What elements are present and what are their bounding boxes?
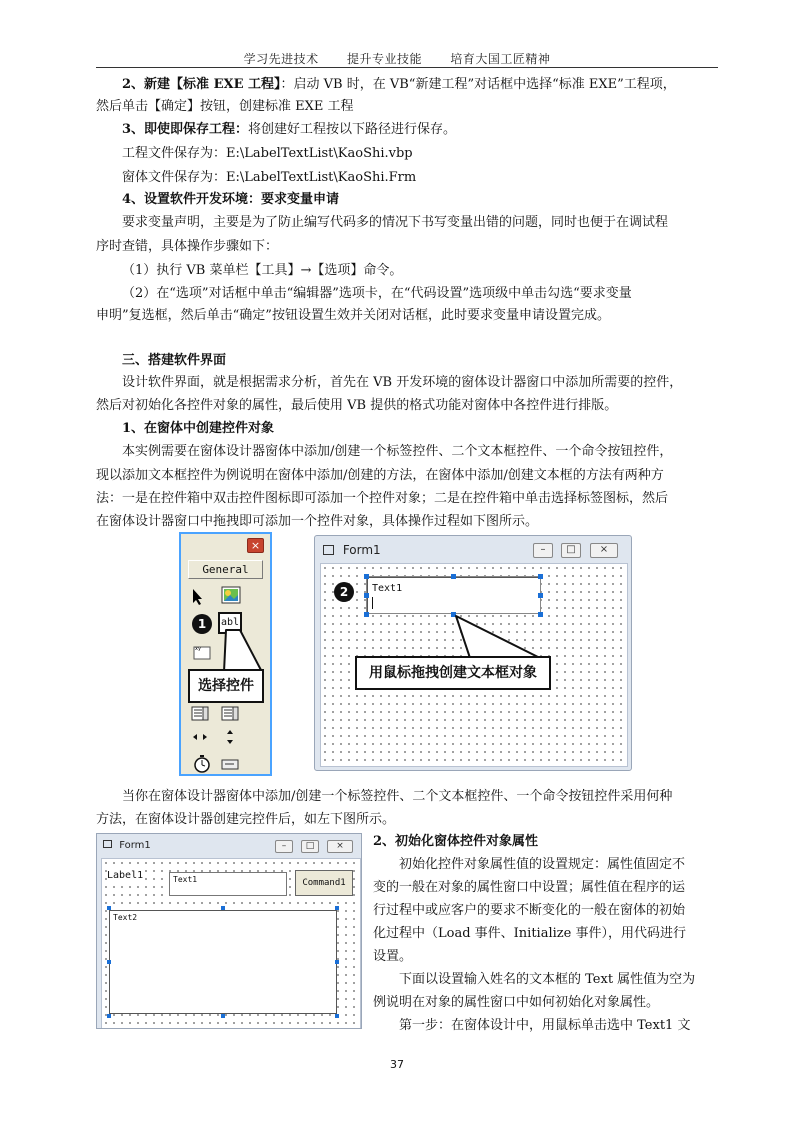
pointer-icon[interactable] xyxy=(191,588,205,606)
resize-handle[interactable] xyxy=(364,593,369,598)
timer-tool-icon[interactable] xyxy=(193,754,211,774)
resize-handle[interactable] xyxy=(364,574,369,579)
svg-text:xy: xy xyxy=(195,646,201,652)
callout-pointer-2 xyxy=(440,612,550,662)
paragraph-line: 申明”复选框，然后单击“确定”按钮设置生效并关闭对话框，此时要求变量申请设置完成。 xyxy=(96,308,610,323)
toolbox-close-button[interactable] xyxy=(247,538,264,553)
form1-title: Form1 xyxy=(342,543,381,557)
paragraph-line: 4、设置软件开发环境：要求变量申请 xyxy=(122,192,340,207)
frame-tool-icon[interactable] xyxy=(193,644,211,660)
paragraph-line: 然后对初始化各控件对象的属性，最后使用 VB 提供的格式功能对窗体中各控件进行排版。 xyxy=(96,398,618,413)
maximize-button[interactable]: □ xyxy=(301,840,319,853)
paragraph-line: 在窗体设计器窗口中拖拽即可添加一个控件对象，具体操作过程如下图所示。 xyxy=(96,514,539,529)
paragraph-line: 初始化控件对象属性值的设置规定：属性值固定不 xyxy=(399,857,686,872)
text2-control[interactable]: Text2 xyxy=(109,910,337,1014)
callout-select-control: 选择控件 xyxy=(188,669,264,703)
paragraph-line: 设置。 xyxy=(373,949,413,964)
window-icon xyxy=(103,840,112,848)
resize-handle[interactable] xyxy=(538,593,543,598)
window-icon xyxy=(323,545,334,555)
header-rule xyxy=(96,67,718,68)
close-button[interactable]: × xyxy=(327,840,353,853)
paragraph-line: 下面以设置输入姓名的文本框的 Text 属性值为空为 xyxy=(399,972,696,987)
hscrollbar-tool-icon[interactable] xyxy=(191,732,209,742)
paragraph-line: 变的一般在对象的属性窗口中设置；属性值在程序的运 xyxy=(373,880,686,895)
close-button[interactable]: × xyxy=(590,543,618,558)
form1-design-window xyxy=(96,833,362,1029)
combobox-tool-icon[interactable] xyxy=(221,706,239,721)
paragraph-line: 第一步：在窗体设计中，用鼠标单击选中 Text1 文 xyxy=(399,1018,691,1033)
paragraph-line: 然后单击【确定】按钮，创建标准 EXE 工程 xyxy=(96,99,354,114)
drivelistbox-tool-icon[interactable] xyxy=(221,758,239,771)
section-heading: 三、搭建软件界面 xyxy=(122,353,227,368)
section-heading: 2、初始化窗体控件对象属性 xyxy=(373,834,539,849)
paragraph-line: （2）在“选项”对话框中单击“编辑器”选项卡，在“代码设置”选项级中单击勾选“要求变量 xyxy=(122,286,632,301)
paragraph-line: 本实例需要在窗体设计器窗体中添加/创建一个标签控件、二个文本框控件、一个命令按钮控件， xyxy=(122,444,673,459)
maximize-button[interactable]: □ xyxy=(561,543,581,558)
header-item: 提升专业技能 xyxy=(346,52,422,66)
picturebox-icon[interactable] xyxy=(221,586,241,604)
paragraph-line: 方法，在窗体设计器创建完控件后，如左下图所示。 xyxy=(96,812,396,827)
paragraph-line: 法：一是在控件箱中双击控件图标即可添加一个控件对象；二是在控件箱中单击选择标签图标，然后 xyxy=(96,491,669,506)
callout-drag-create-textbox: 用鼠标拖拽创建文本框对象 xyxy=(355,656,551,690)
resize-handle[interactable] xyxy=(335,960,339,964)
paragraph-line: 当你在窗体设计器窗体中添加/创建一个标签控件、二个文本框控件、一个命令按钮控件采用何种 xyxy=(122,789,673,804)
paragraph-line: 要求变量声明，主要是为了防止编写代码多的情况下书写变量出错的问题，同时也便于在调试程 xyxy=(122,215,669,230)
paragraph-line: 化过程中（Load 事件、Initialize 事件），用代码进行 xyxy=(373,926,686,941)
paragraph-line: 3、即使即保存工程：将创建好工程按以下路径进行保存。 xyxy=(122,122,457,137)
step-number-1: 1 xyxy=(192,614,212,634)
resize-handle[interactable] xyxy=(107,1014,111,1018)
resize-handle[interactable] xyxy=(221,906,225,910)
paragraph-line: 设计软件界面，就是根据需求分析，首先在 VB 开发环境的窗体设计器窗口中添加所需要的控件， xyxy=(122,375,683,390)
header-item: 学习先进技术 xyxy=(243,52,319,66)
label1-control[interactable]: Label1 xyxy=(107,870,144,881)
form1-design-title: Form1 xyxy=(119,840,151,851)
command1-button[interactable]: Command1 xyxy=(295,870,353,896)
paragraph-line: （1）执行 VB 菜单栏【工具】→【选项】命令。 xyxy=(122,263,403,278)
vscrollbar-tool-icon[interactable] xyxy=(225,728,235,746)
resize-handle[interactable] xyxy=(335,906,339,910)
text-caret xyxy=(372,597,373,609)
resize-handle[interactable] xyxy=(335,1014,339,1018)
paragraph-line: 2、新建【标准 EXE 工程】：启动 VB 时，在 VB“新建工程”对话框中选择“标准 EXE”工程项， xyxy=(122,77,676,92)
header-item: 培育大国工匠精神 xyxy=(450,52,551,66)
textbox-tool-icon[interactable]: abl xyxy=(218,612,242,634)
paragraph-line: 行过程中或应客户的要求不断变化的一般在窗体的初始 xyxy=(373,903,686,918)
resize-handle[interactable] xyxy=(221,1014,225,1018)
paragraph-line: 例说明在对象的属性窗口中如何初始化对象属性。 xyxy=(373,995,660,1010)
resize-handle[interactable] xyxy=(107,960,111,964)
paragraph-line: 工程文件保存为：E:\LabelTextList\KaoShi.vbp xyxy=(122,146,413,161)
page-header xyxy=(0,50,794,67)
text1-control[interactable]: Text1 xyxy=(169,872,287,896)
paragraph-line: 窗体文件保存为：E:\LabelTextList\KaoShi.Frm xyxy=(122,170,417,185)
resize-handle[interactable] xyxy=(451,574,456,579)
resize-handle[interactable] xyxy=(107,906,111,910)
minimize-button[interactable]: – xyxy=(275,840,293,853)
form1-titlebar xyxy=(323,543,381,557)
step-number-2: 2 xyxy=(334,582,354,602)
form1-design-titlebar xyxy=(103,840,151,851)
close-icon: × xyxy=(250,539,261,552)
listbox-tool-icon[interactable] xyxy=(191,706,209,721)
paragraph-line: 1、在窗体中创建控件对象 xyxy=(122,421,275,436)
form1-textbox-text1[interactable]: Text1 xyxy=(366,576,541,614)
toolbox-tab-general[interactable]: General xyxy=(188,560,263,579)
resize-handle[interactable] xyxy=(364,612,369,617)
paragraph-line: 序时查错，具体操作步骤如下： xyxy=(96,239,279,254)
paragraph-line: 现以添加文本框控件为例说明在窗体中添加/创建的方法，在窗体中添加/创建文本框的方法有两种方 xyxy=(96,468,664,483)
minimize-button[interactable]: – xyxy=(533,543,553,558)
resize-handle[interactable] xyxy=(538,574,543,579)
page-number: 37 xyxy=(390,1058,404,1071)
